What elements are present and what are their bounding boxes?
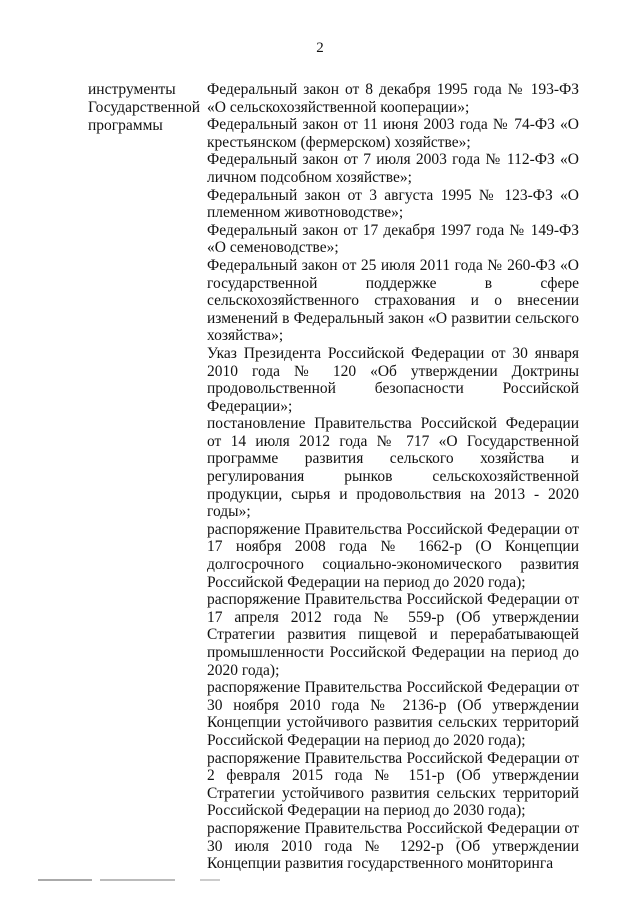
legal-instruments-list [207, 81, 579, 873]
legal-instrument-item: Федеральный закон от 8 декабря 1995 года № 193-ФЗ «О сельскохозяйственной кооперации»; [207, 81, 579, 116]
legal-instrument-item: распоряжение Правительства Российской Федерации от 17 апреля 2012 года № 559-р (Об утверждении Стратегии развития пищевой и перерабатывающей промышленности Российской Федерации на период до 2020 года); [207, 591, 579, 679]
legal-instrument-item: распоряжение Правительства Российской Федерации от 30 ноября 2010 года № 2136-р (Об утверждении Концепции устойчивого развития сельских территорий Российской Федерации на период до 2020 года); [207, 679, 579, 749]
legal-instrument-item: распоряжение Правительства Российской Федерации от 2 февраля 2015 года № 151-р (Об утверждении Стратегии устойчивого развития сельских территорий Российской Федерации на период до 2030 года); [207, 749, 579, 820]
legal-instrument-item: Указ Президента Российской Федерации от 30 января 2010 года № 120 «Об утверждении Доктрины продовольственной безопасности Российской Федерации»; [207, 344, 579, 415]
legal-instrument-item: распоряжение Правительства Российской Федерации от 17 ноября 2008 года № 1662-р (О Концепции долгосрочного социально-экономического развития Российской Федерации на период до 2020 года); [207, 520, 579, 591]
legal-instrument-item: Федеральный закон от 7 июля 2003 года № 112-ФЗ «О личном подсобном хозяйстве»; [207, 151, 579, 186]
row-label-line: инструменты [88, 81, 176, 98]
legal-instrument-item: распоряжение Правительства Российской Федерации от 30 июля 2010 года № 1292-р (Об утверждении Концепции развития государственного мониторинга [207, 819, 579, 873]
legal-instrument-item: Федеральный закон от 11 июня 2003 года № 74-ФЗ «О крестьянском (фермерском) хозяйстве»; [207, 116, 579, 151]
row-label-line: Государственной [88, 99, 201, 116]
legal-instrument-item: Федеральный закон от 3 августа 1995 № 123-ФЗ «О племенном животноводстве»; [207, 186, 579, 222]
page-number: 2 [316, 40, 324, 56]
row-label-line: программы [88, 117, 163, 134]
legal-instrument-item: Федеральный закон от 17 декабря 1997 года № 149-ФЗ «О семеноводстве»; [207, 221, 579, 257]
legal-instrument-item: постановление Правительства Российской Федерации от 14 июля 2012 года № 717 «О Государственной программе развития сельского хозяйства и регулирования рынков сельскохозяйственной продукции, сырья и продовольствия на 2013 - 2020 годы»; [207, 415, 579, 521]
legal-instrument-item: Федеральный закон от 25 июля 2011 года № 260-ФЗ «О государственной поддержке в сфере сельскохозяйственного страхования и о внесении изменений в Федеральный закон «О развитии сельского хозяйства»; [207, 256, 579, 345]
row-label [88, 81, 203, 135]
